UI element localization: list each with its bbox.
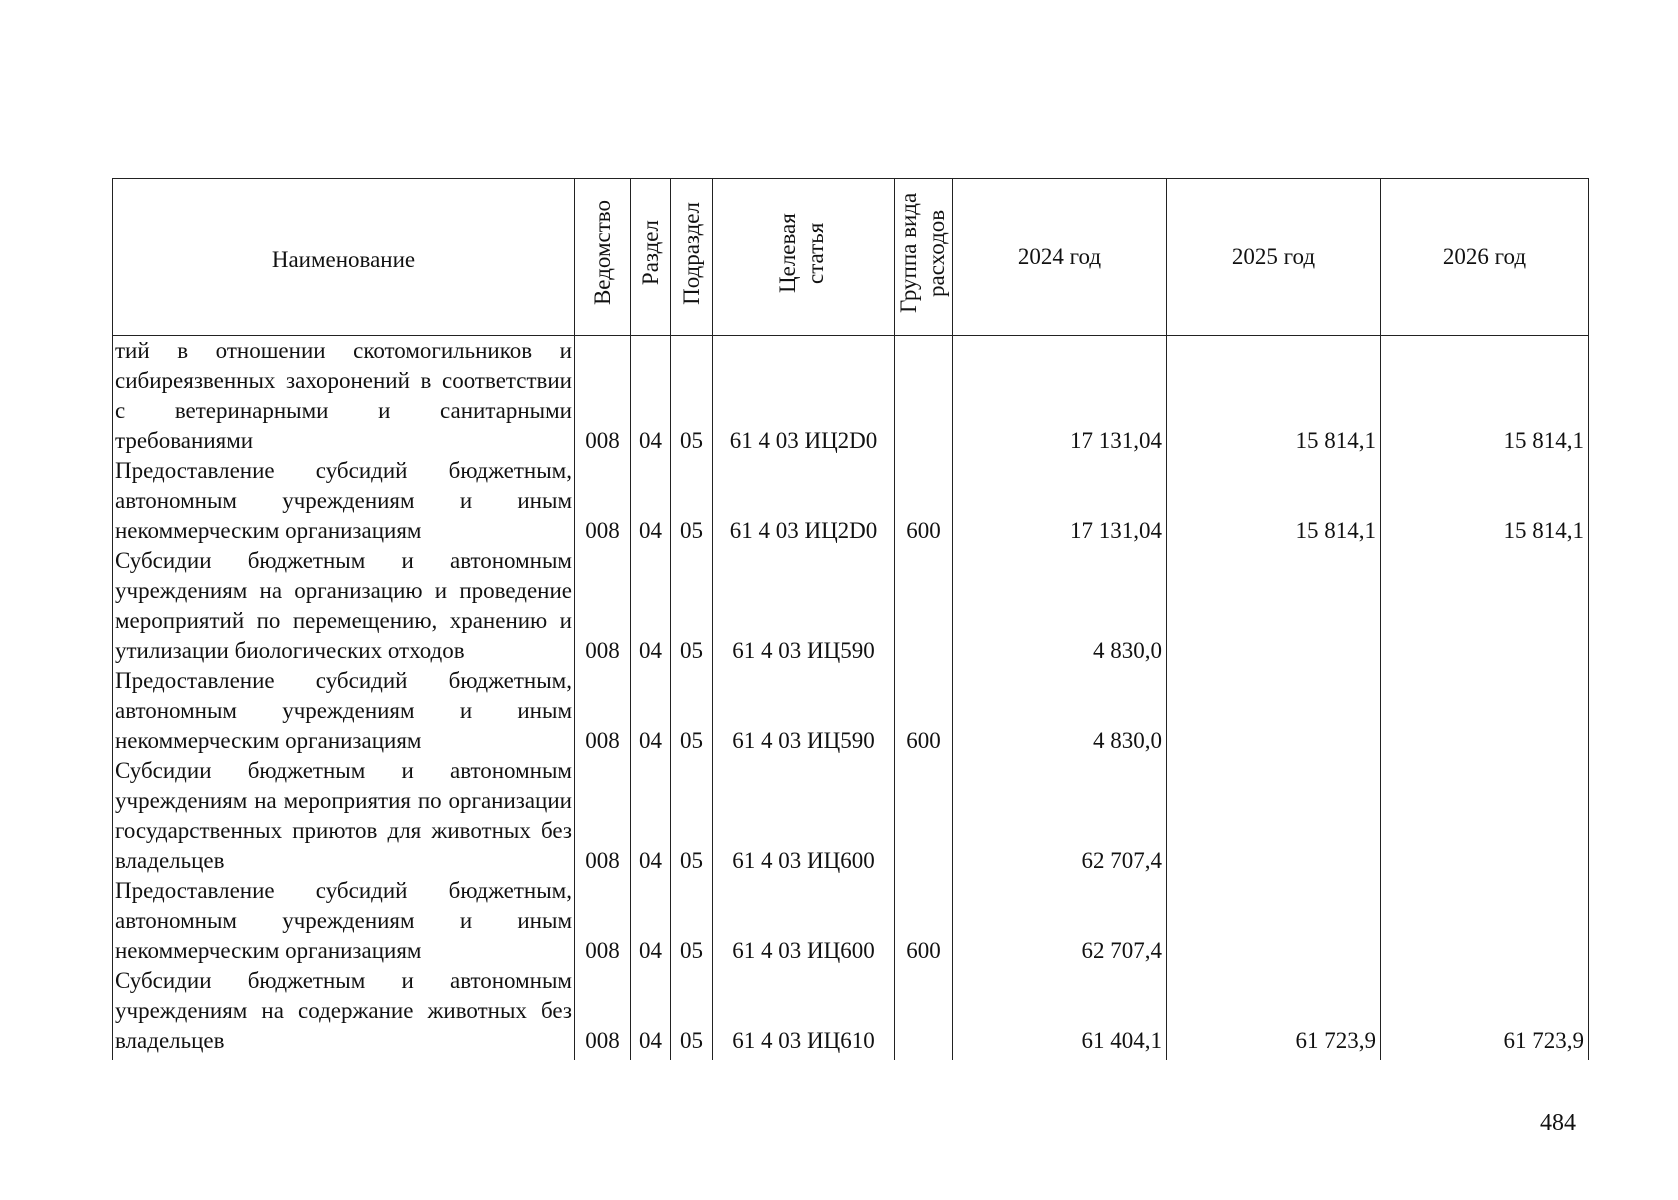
header-razdel-label: Раздел (637, 220, 663, 286)
budget-table (112, 178, 1589, 1060)
row-vedomstvo: 008 (575, 756, 631, 876)
row-2025 (1167, 876, 1381, 966)
header-celevaya-label: Целевая статья (774, 213, 828, 293)
row-razdel: 04 (631, 666, 671, 756)
row-celevaya: 61 4 03 ИЦ590 (713, 666, 895, 756)
row-2025: 61 723,9 (1167, 966, 1381, 1060)
row-name: Субсидии бюджетным и автономным учреждениям на содержание животных без владельцев (113, 966, 575, 1060)
row-gruppa (895, 966, 953, 1060)
header-year-2024-label: 2024 год (1017, 244, 1102, 269)
row-2024: 61 404,1 (953, 966, 1167, 1060)
header-gruppa-vida-rashodov (895, 179, 953, 336)
row-name: Субсидии бюджетным и автономным учреждениям на организацию и проведение мероприятий по перемещению, хранению и утилизации биологических отходов (113, 546, 575, 666)
row-vedomstvo: 008 (575, 456, 631, 546)
row-2024: 17 131,04 (953, 336, 1167, 457)
row-2024: 62 707,4 (953, 876, 1167, 966)
row-razdel: 04 (631, 336, 671, 457)
row-gruppa (895, 546, 953, 666)
row-vedomstvo: 008 (575, 666, 631, 756)
row-podrazdel: 05 (671, 336, 713, 457)
row-2025 (1167, 546, 1381, 666)
row-2025: 15 814,1 (1167, 336, 1381, 457)
header-year-2026 (1381, 179, 1589, 336)
row-podrazdel: 05 (671, 756, 713, 876)
row-name: Предоставление субсидий бюджетным, автономным учреждениям и иным некоммерческим организациям (113, 876, 575, 966)
row-razdel: 04 (631, 876, 671, 966)
row-celevaya: 61 4 03 ИЦ590 (713, 546, 895, 666)
table-row (113, 966, 1589, 1060)
row-celevaya: 61 4 03 ИЦ600 (713, 876, 895, 966)
row-vedomstvo: 008 (575, 966, 631, 1060)
row-celevaya: 61 4 03 ИЦ2D0 (713, 456, 895, 546)
row-celevaya: 61 4 03 ИЦ2D0 (713, 336, 895, 457)
table-row (113, 666, 1589, 756)
row-2026 (1381, 756, 1589, 876)
row-vedomstvo: 008 (575, 876, 631, 966)
row-podrazdel: 05 (671, 876, 713, 966)
page-number: 484 (1540, 1110, 1576, 1136)
header-podrazdel (671, 179, 713, 336)
row-razdel: 04 (631, 966, 671, 1060)
row-gruppa: 600 (895, 666, 953, 756)
row-2026: 15 814,1 (1381, 336, 1589, 457)
row-gruppa: 600 (895, 876, 953, 966)
header-year-2025 (1167, 179, 1381, 336)
row-2024: 17 131,04 (953, 456, 1167, 546)
row-gruppa: 600 (895, 456, 953, 546)
row-podrazdel: 05 (671, 546, 713, 666)
row-2025 (1167, 666, 1381, 756)
row-2024: 4 830,0 (953, 666, 1167, 756)
row-razdel: 04 (631, 456, 671, 546)
row-name: тий в отношении скотомогильников и сибиреязвенных захоронений в соответствии с ветеринарными и санитарными требованиями (113, 336, 575, 457)
row-gruppa (895, 756, 953, 876)
row-2026 (1381, 876, 1589, 966)
header-year-2026-label: 2026 год (1442, 244, 1527, 269)
row-2024: 62 707,4 (953, 756, 1167, 876)
row-name: Предоставление субсидий бюджетным, автономным учреждениям и иным некоммерческим организациям (113, 666, 575, 756)
row-2024: 4 830,0 (953, 546, 1167, 666)
table-row (113, 336, 1589, 457)
row-podrazdel: 05 (671, 456, 713, 546)
row-2026 (1381, 546, 1589, 666)
row-razdel: 04 (631, 546, 671, 666)
table-header-row (113, 179, 1589, 336)
row-celevaya: 61 4 03 ИЦ600 (713, 756, 895, 876)
header-vedomstvo-label: Ведомство (589, 200, 615, 306)
header-celevaya-statya (713, 179, 895, 336)
header-name (113, 179, 575, 336)
row-2026: 15 814,1 (1381, 456, 1589, 546)
header-year-2025-label: 2025 год (1231, 244, 1316, 269)
table-row (113, 756, 1589, 876)
table-row (113, 456, 1589, 546)
header-razdel (631, 179, 671, 336)
row-name: Субсидии бюджетным и автономным учреждениям на мероприятия по организации государственных приютов для животных без владельцев (113, 756, 575, 876)
header-vedomstvo (575, 179, 631, 336)
row-name: Предоставление субсидий бюджетным, автономным учреждениям и иным некоммерческим организациям (113, 456, 575, 546)
row-podrazdel: 05 (671, 666, 713, 756)
header-name-label: Наименование (271, 247, 416, 272)
row-2025: 15 814,1 (1167, 456, 1381, 546)
table-row (113, 876, 1589, 966)
row-celevaya: 61 4 03 ИЦ610 (713, 966, 895, 1060)
row-2026: 61 723,9 (1381, 966, 1589, 1060)
row-gruppa (895, 336, 953, 457)
row-razdel: 04 (631, 756, 671, 876)
header-gruppa-label: Группа вида расходов (896, 192, 949, 314)
table-row (113, 546, 1589, 666)
row-vedomstvo: 008 (575, 336, 631, 457)
header-year-2024 (953, 179, 1167, 336)
header-podrazdel-label: Подраздел (678, 201, 704, 305)
row-2025 (1167, 756, 1381, 876)
row-vedomstvo: 008 (575, 546, 631, 666)
row-2026 (1381, 666, 1589, 756)
row-podrazdel: 05 (671, 966, 713, 1060)
